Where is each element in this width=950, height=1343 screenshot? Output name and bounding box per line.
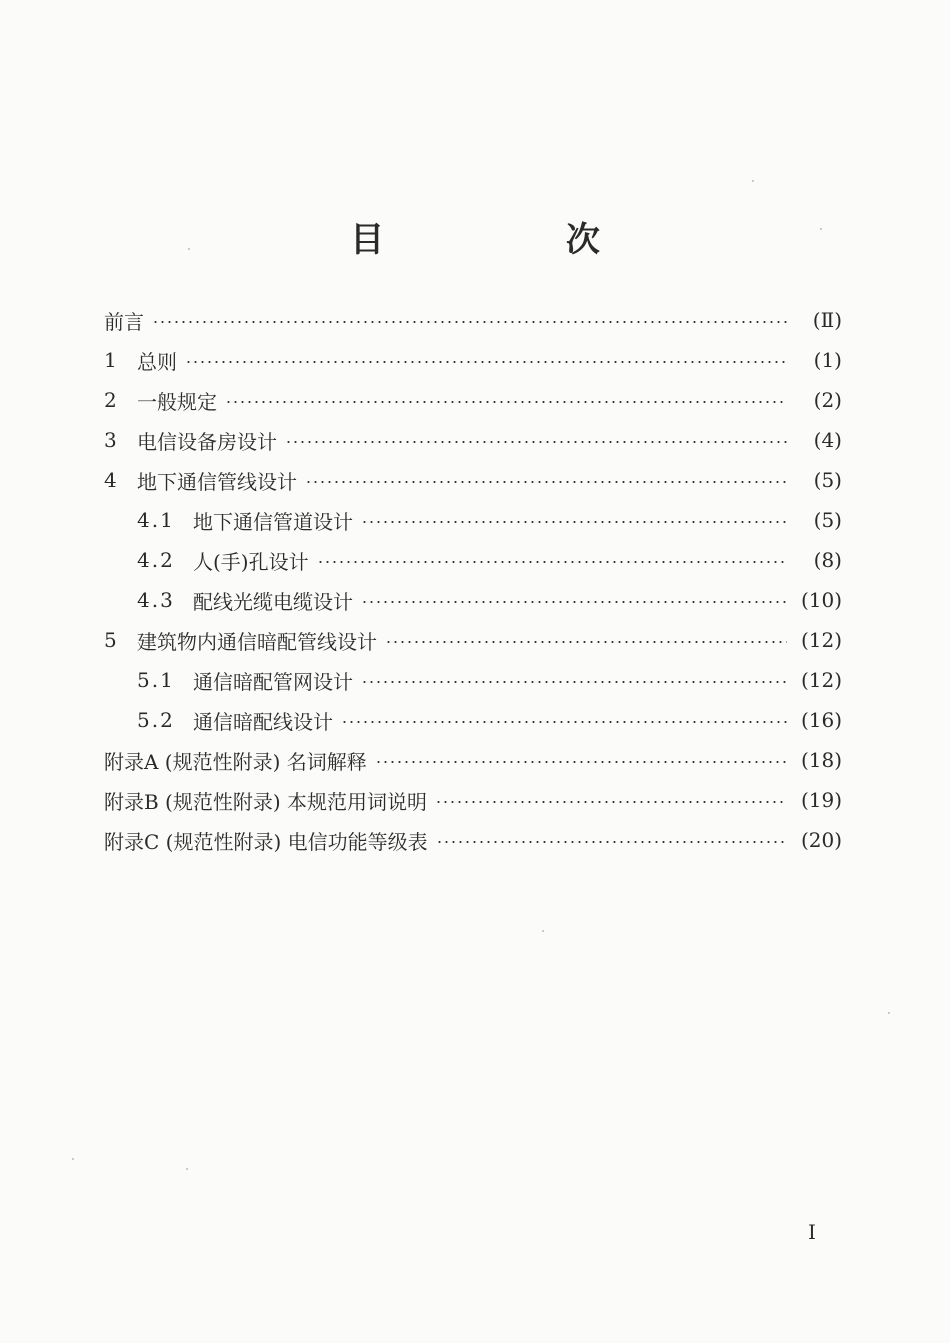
toc-entry[interactable] [104, 300, 842, 340]
toc-entry-label: 附录C (规范性附录) 电信功能等级表 [104, 829, 428, 854]
toc-entry-label: 通信暗配管网设计 [193, 669, 353, 694]
paper-speck [888, 1012, 890, 1014]
toc-entry-label: 建筑物内通信暗配管线设计 [137, 629, 377, 654]
toc-entry-page: (2) [813, 388, 842, 412]
toc-entry[interactable] [104, 460, 842, 500]
toc-entry-number: 5 [104, 628, 117, 652]
dot-leader [185, 361, 787, 363]
page-title: 目 次 [350, 220, 685, 260]
toc-subentry[interactable] [137, 580, 842, 620]
paper-speck [820, 228, 822, 230]
toc-entry-page: (18) [800, 748, 842, 772]
dot-leader [285, 441, 787, 443]
toc-entry-page: (12) [800, 628, 842, 652]
toc-subentry[interactable] [137, 540, 842, 580]
dot-leader [225, 401, 787, 403]
toc-entry-label: 前言 [104, 309, 144, 334]
toc-entry-label: 总则 [137, 349, 177, 374]
toc-entry-label: 一般规定 [137, 389, 217, 414]
toc-entry-label: 配线光缆电缆设计 [193, 589, 353, 614]
paper-speck [188, 248, 190, 250]
dot-leader [317, 561, 787, 563]
toc-entry-label: 附录A (规范性附录) 名词解释 [104, 749, 367, 774]
toc-entry-page: (1) [813, 348, 842, 372]
paper-speck [186, 1168, 188, 1170]
toc-entry-page: (5) [813, 468, 842, 492]
toc-entry-number: 1 [104, 348, 117, 372]
toc-entry-page: (4) [813, 428, 842, 452]
toc-subentry[interactable] [137, 500, 842, 540]
paper-speck [72, 1158, 74, 1160]
toc-entry-page: (8) [813, 548, 842, 572]
paper-speck [752, 180, 754, 182]
page-number: I [808, 1220, 816, 1244]
toc-entry[interactable] [104, 740, 842, 780]
toc-entry-page: (Ⅱ) [812, 308, 842, 332]
dot-leader [436, 841, 787, 843]
toc-entry-number: 5.2 [137, 708, 175, 732]
toc-entry-page: (16) [800, 708, 842, 732]
toc-entry-page: (12) [800, 668, 842, 692]
toc-entry-number: 4 [104, 468, 117, 492]
dot-leader [305, 481, 787, 483]
dot-leader [361, 601, 787, 603]
toc-entry-number: 4.2 [137, 548, 175, 572]
toc-subentry[interactable] [137, 700, 842, 740]
toc-entry-page: (20) [800, 828, 842, 852]
toc-entry-label: 人(手)孔设计 [193, 549, 309, 574]
toc-entry-page: (5) [813, 508, 842, 532]
dot-leader [375, 761, 787, 763]
toc-subentry[interactable] [137, 660, 842, 700]
toc-entry-label: 通信暗配线设计 [193, 709, 333, 734]
dot-leader [435, 801, 787, 803]
toc-entry[interactable] [104, 780, 842, 820]
toc-entry-number: 3 [104, 428, 117, 452]
toc-entry-number: 2 [104, 388, 117, 412]
toc-entry-label: 附录B (规范性附录) 本规范用词说明 [104, 789, 428, 814]
dot-leader [361, 521, 787, 523]
dot-leader [341, 721, 787, 723]
toc-entry-label: 地下通信管线设计 [137, 469, 297, 494]
paper-speck [542, 930, 544, 932]
toc-entry-label: 地下通信管道设计 [193, 509, 353, 534]
toc-entry[interactable] [104, 380, 842, 420]
toc-entry-page: (19) [800, 788, 842, 812]
dot-leader [385, 641, 787, 643]
toc-entry-number: 4.1 [137, 508, 175, 532]
dot-leader [152, 321, 787, 323]
toc-entry-page: (10) [800, 588, 842, 612]
toc-entry[interactable] [104, 340, 842, 380]
toc-entry[interactable] [104, 620, 842, 660]
dot-leader [361, 681, 787, 683]
toc-entry[interactable] [104, 820, 842, 860]
toc-entry[interactable] [104, 420, 842, 460]
toc-entry-number: 5.1 [137, 668, 175, 692]
toc-entry-number: 4.3 [137, 588, 175, 612]
toc-entry-label: 电信设备房设计 [137, 429, 277, 454]
